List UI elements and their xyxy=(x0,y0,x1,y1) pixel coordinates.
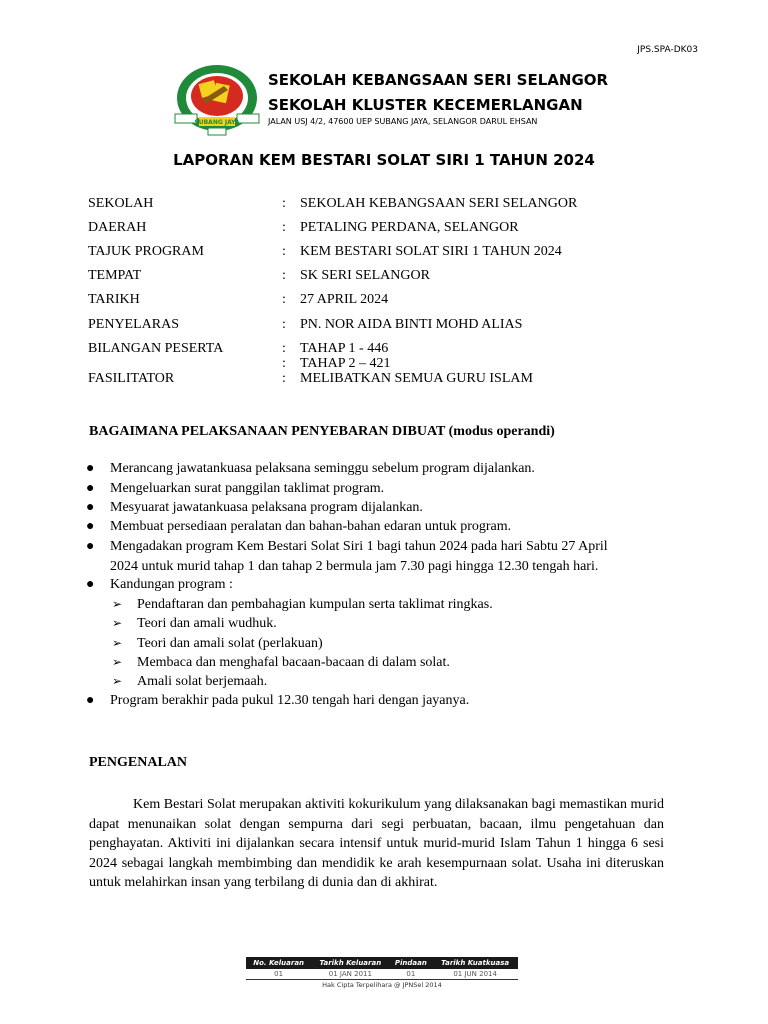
document-reference: JPS.SPA-DK03 xyxy=(637,45,698,55)
info-key: PENYELARAS xyxy=(88,317,180,332)
info-key: TAJUK PROGRAM xyxy=(88,244,204,259)
logo-motto: SUBANG JAYA xyxy=(194,119,240,126)
info-key: FASILITATOR xyxy=(88,371,175,386)
bullet-icon: ● xyxy=(86,693,95,708)
info-colon: : xyxy=(282,341,286,356)
info-key: BILANGAN PESERTA xyxy=(88,341,224,356)
info-value: PN. NOR AIDA BINTI MOHD ALIAS xyxy=(300,317,523,332)
info-colon: : xyxy=(282,292,286,307)
bullet-icon: ● xyxy=(86,500,95,515)
bullet-icon: ● xyxy=(86,461,95,476)
info-colon: : xyxy=(282,268,286,283)
info-value: PETALING PERDANA, SELANGOR xyxy=(300,220,519,235)
arrow-bullet-icon: ➢ xyxy=(112,636,123,650)
bullet-icon: ● xyxy=(86,539,95,554)
info-colon: : xyxy=(282,220,286,235)
revision-cell: 01 JAN 2011 xyxy=(311,969,389,980)
info-colon: : xyxy=(282,196,286,211)
revision-cell: 01 JUN 2014 xyxy=(432,969,518,980)
info-value: TAHAP 2 – 421 xyxy=(300,356,391,371)
school-cluster: SEKOLAH KLUSTER KECEMERLANGAN xyxy=(268,96,583,114)
intro-heading: PENGENALAN xyxy=(89,755,188,770)
school-name: SEKOLAH KEBANGSAAN SERI SELANGOR xyxy=(268,71,609,89)
info-value: SK SERI SELANGOR xyxy=(300,268,430,283)
school-address: JALAN USJ 4/2, 47600 UEP SUBANG JAYA, SELANGOR DARUL EHSAN xyxy=(268,117,538,126)
intro-paragraph: Kem Bestari Solat merupakan aktiviti kokurikulum yang dilaksanakan bagi memastikan murid dapat menunaikan solat dengan sempurna dari segi perbuatan, bacaan, ilmu pengetahuan dan penghayatan. Aktiviti ini dijalankan secara intensif untuk murid-murid Islam Tahun 1 hingga 6 sesi 2024 sebagai langkah membimbing dan mendidik ke arah kesempurnaan solat. Usaha ini diteruskan untuk melahirkan insan yang terbilang di dunia dan di akhirat. xyxy=(89,797,664,890)
info-colon: : xyxy=(282,244,286,259)
revision-header: No. Keluaran xyxy=(246,957,311,969)
arrow-bullet-icon: ➢ xyxy=(112,616,123,630)
info-key: DAERAH xyxy=(88,220,147,235)
copyright-text: Hak Cipta Terpelihara @ JPNSel 2014 xyxy=(322,981,442,989)
revision-header: Pindaan xyxy=(389,957,432,969)
revision-footer xyxy=(246,957,518,989)
school-logo xyxy=(172,60,262,140)
revision-table xyxy=(246,957,518,980)
info-key: TEMPAT xyxy=(88,268,142,283)
info-colon: : xyxy=(282,317,286,332)
info-key: TARIKH xyxy=(88,292,140,307)
info-colon: : xyxy=(282,356,286,371)
bullet-icon: ● xyxy=(86,481,95,496)
section-heading: BAGAIMANA PELAKSANAAN PENYEBARAN DIBUAT (modus operandi) xyxy=(89,424,555,439)
arrow-bullet-icon: ➢ xyxy=(112,674,123,688)
report-title: LAPORAN KEM BESTARI SOLAT SIRI 1 TAHUN 2024 xyxy=(173,151,595,169)
revision-header: Tarikh Keluaran xyxy=(311,957,389,969)
revision-cell: 01 xyxy=(389,969,432,980)
info-value: MELIBATKAN SEMUA GURU ISLAM xyxy=(300,371,533,386)
revision-header: Tarikh Kuatkuasa xyxy=(432,957,518,969)
info-key: SEKOLAH xyxy=(88,196,154,211)
arrow-bullet-icon: ➢ xyxy=(112,597,123,611)
info-value: 27 APRIL 2024 xyxy=(300,292,389,307)
info-value: KEM BESTARI SOLAT SIRI 1 TAHUN 2024 xyxy=(300,244,562,259)
revision-cell: 01 xyxy=(246,969,311,980)
info-value: SEKOLAH KEBANGSAAN SERI SELANGOR xyxy=(300,196,578,211)
arrow-bullet-icon: ➢ xyxy=(112,655,123,669)
info-colon: : xyxy=(282,371,286,386)
bullet-icon: ● xyxy=(86,519,95,534)
info-value: TAHAP 1 - 446 xyxy=(300,341,389,356)
bullet-icon: ● xyxy=(86,577,95,592)
table-row xyxy=(246,969,518,980)
